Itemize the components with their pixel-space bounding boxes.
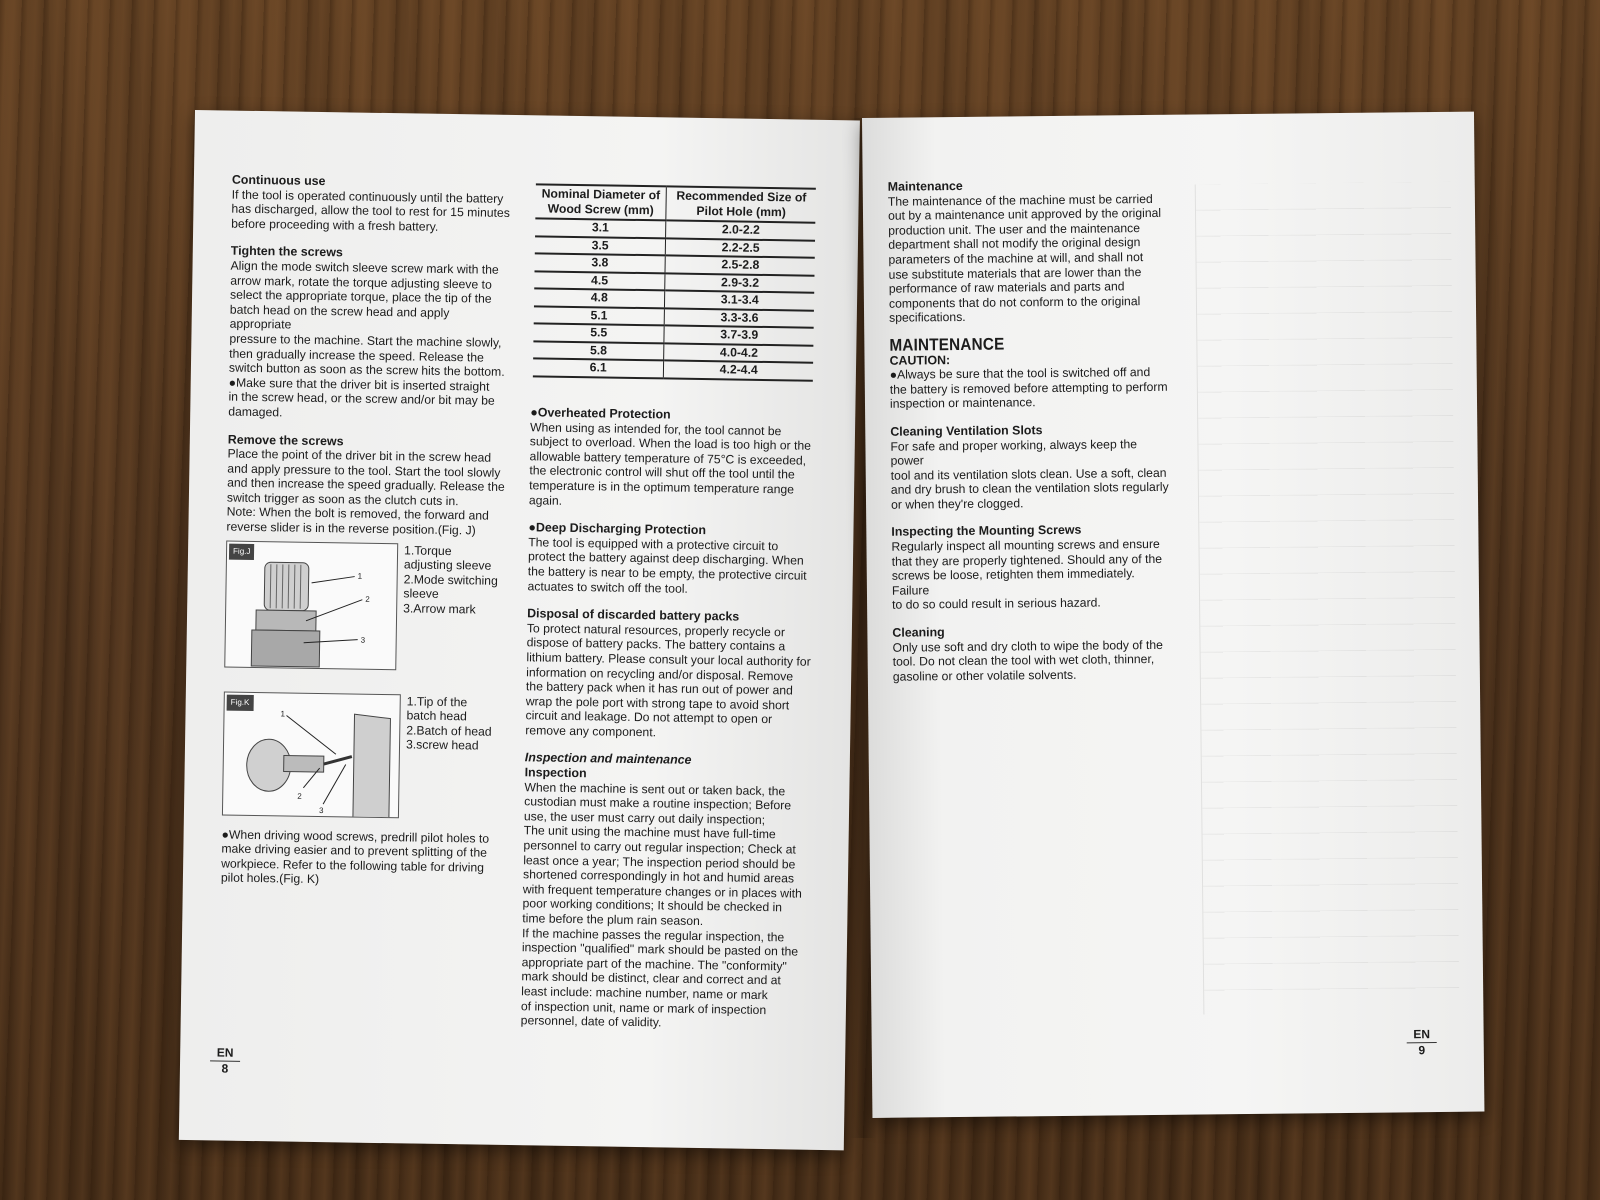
text-line: temperature is in the optimum temperature range [529, 478, 795, 497]
text-line: the electronic control will shut off the tool until the [529, 463, 795, 482]
cell-diameter: 3.8 [535, 253, 666, 273]
heading-caution: CAUTION: [889, 352, 951, 368]
text-line: Place the point of the driver bit in the screw head [227, 446, 492, 465]
text-line: use substitute materials that are lower than the [888, 264, 1142, 282]
page-right [862, 112, 1484, 1118]
text-line: and then increase the speed gradually. Release the [227, 475, 505, 495]
drill-chuck-illustration [225, 541, 397, 669]
cell-pilot: 2.0-2.2 [666, 220, 815, 240]
text-line: the battery is near to be empty, the protective circuit [527, 564, 807, 583]
text-line: tool and its ventilation slots clean. Use a soft, clean [890, 465, 1167, 483]
cell-pilot: 3.3-3.6 [665, 308, 814, 328]
text-line: workpiece. Refer to the following table for driving [221, 856, 485, 875]
text-line: or when they're clogged. [890, 496, 1024, 512]
legend-line: adjusting sleeve [403, 557, 492, 573]
show-through-table [1195, 182, 1460, 1015]
text-line: specifications. [889, 310, 966, 326]
text-line: batch head on the screw head and apply appropriate [229, 302, 450, 332]
text-line: inspection "qualified" mark should be pasted on the [521, 940, 799, 959]
text-line: gasoline or other volatile solvents. [892, 667, 1077, 684]
text-line: performance of raw materials and parts and [888, 279, 1125, 296]
table-header-diameter: Nominal Diameter of Wood Screw (mm) [535, 184, 666, 220]
text-line: that they are properly tightened. Should any of the [891, 551, 1163, 569]
text-line: circuit and leakage. Do not attempt to open or [525, 708, 773, 727]
text-line: switch button as soon as the screw hits the bottom. [228, 360, 505, 380]
cell-diameter: 5.1 [534, 306, 665, 326]
table-row [533, 358, 813, 380]
text-line: then gradually increase the speed. Release the [229, 346, 485, 365]
figure-j [224, 540, 398, 670]
text-line: and apply pressure to the tool. Start the tool slowly [227, 461, 501, 480]
legend-line: batch head [406, 708, 467, 724]
table-header-row [535, 184, 815, 222]
text-line: personnel to carry out regular inspection; Check at [523, 838, 796, 857]
section-deep-discharging [527, 520, 813, 597]
page-number: 9 [1418, 1043, 1426, 1058]
figure-k-tag: Fig.K [227, 694, 254, 711]
cell-diameter: 3.5 [535, 236, 666, 256]
cell-pilot: 3.7-3.9 [664, 325, 813, 345]
cell-pilot: 4.0-4.2 [664, 343, 813, 363]
heading-overheated: ●Overheated Protection [530, 405, 671, 422]
section-disposal [525, 606, 812, 742]
section-overheated [529, 405, 816, 512]
text-line: When using as intended for, the tool cannot be [529, 419, 782, 438]
text-line: Note: When the bolt is removed, the forward and [226, 505, 489, 524]
cell-pilot: 4.2-4.4 [664, 360, 813, 380]
pilot-hole-table [533, 183, 816, 381]
text-line: appropriate part of the machine. The "conformity" [521, 955, 787, 974]
text-line: If the machine passes the regular inspection, the [522, 925, 785, 944]
text-line: to do so could result in serious hazard. [892, 595, 1101, 613]
heading-ventilation: Cleaning Ventilation Slots [890, 423, 1043, 439]
legend-line: 1.Torque [404, 542, 452, 558]
heading-disposal: Disposal of discarded battery packs [527, 606, 740, 624]
legend-line: 1.Tip of the [406, 694, 468, 710]
text-line: Regularly inspect all mounting screws and ensure [891, 536, 1160, 554]
section-mounting-screws [891, 522, 1172, 612]
text-line: ●Make sure that the driver bit is inserted straight [228, 375, 490, 394]
cell-diameter: 5.5 [533, 323, 664, 343]
legend-line: 3.screw head [405, 737, 479, 753]
text-line: out by a maintenance unit approved by the original [887, 206, 1162, 223]
callout-3: 3 [318, 805, 324, 815]
figure-j-tag: Fig.J [229, 543, 255, 560]
cell-diameter: 4.5 [534, 271, 665, 291]
callout-1: 1 [357, 571, 363, 581]
cell-pilot: 3.1-3.4 [665, 290, 814, 310]
section-pilot-note [221, 827, 502, 890]
text-line: damaged. [228, 404, 283, 420]
heading-inspection: Inspection [524, 765, 587, 781]
text-line: screws be loose, retighten them immediately. Failure [891, 566, 1135, 598]
text-line: select the appropriate torque, place the tip of the [229, 287, 492, 306]
text-line: components that do not conform to the original [888, 293, 1141, 311]
language-label: EN [1407, 1027, 1437, 1043]
right-column [888, 177, 1173, 697]
text-line: time before the plum rain season. [522, 911, 704, 929]
text-line: mark should be distinct, clear and correct and at [521, 969, 781, 988]
heading-maintenance-main: MAINTENANCE [889, 334, 1005, 355]
heading-deep-discharging: ●Deep Discharging Protection [528, 520, 707, 538]
text-line: actuates to switch off the tool. [527, 578, 689, 596]
cell-diameter: 4.8 [534, 288, 665, 308]
text-line: again. [528, 492, 563, 508]
legend-line: 2.Mode switching [403, 572, 498, 588]
text-line: If the tool is operated continuously until the battery [231, 187, 504, 206]
text-line: with frequent temperature changes or in places with [522, 882, 803, 901]
callout-2: 2 [297, 791, 302, 801]
text-line: pilot holes.(Fig. K) [220, 870, 320, 887]
section-cleaning [892, 623, 1173, 684]
heading-remove-screws: Remove the screws [227, 432, 344, 448]
text-line: The unit using the machine must have full-time [523, 823, 776, 842]
section-ventilation [890, 422, 1171, 512]
heading-mounting-screws: Inspecting the Mounting Screws [891, 523, 1082, 540]
text-line: the battery is removed before attempting to perform [889, 379, 1168, 397]
text-line: information on recycling and/or disposal. Remove [526, 664, 794, 683]
text-line: The maintenance of the machine must be carried [887, 191, 1153, 209]
callout-3: 3 [360, 635, 366, 645]
text-line: Only use soft and dry cloth to wipe the body of the [892, 637, 1163, 655]
figure-j-legend [403, 543, 504, 618]
text-line: arrow mark, rotate the torque adjusting sleeve to [230, 273, 492, 292]
text-line: ●Always be sure that the tool is switched off and [889, 365, 1151, 382]
heading-continuous-use: Continuous use [231, 172, 326, 189]
text-line: has discharged, allow the tool to rest for 15 minutes [231, 201, 510, 221]
text-line: inspection or maintenance. [889, 395, 1036, 412]
text-line: protect the battery against deep discharging. When [527, 549, 804, 568]
left-column-2 [520, 405, 815, 1045]
text-line: least once a year; The inspection period should be [523, 852, 796, 872]
section-inspection [521, 751, 810, 1033]
page-left [179, 110, 860, 1150]
figure-k-legend [406, 694, 504, 754]
text-line: before proceeding with a fresh battery. [231, 216, 439, 234]
text-line: To protect natural resources, properly recycle or [526, 620, 786, 640]
heading-tighten-screws: Tighten the screws [230, 243, 343, 260]
text-line: and dry brush to clean the ventilation slots regularly [890, 480, 1169, 497]
text-line: use, the user must carry out daily inspection; [523, 809, 766, 827]
page-number: 8 [221, 1061, 229, 1076]
section-caution [889, 350, 1170, 411]
legend-line: sleeve [403, 586, 439, 602]
text-line: For safe and proper working, always keep the power [890, 436, 1138, 468]
page-number-right [1407, 1027, 1437, 1058]
figure-k [222, 691, 401, 818]
section-tighten-screws [228, 244, 511, 424]
text-line: reverse slider is in the reverse position.(Fig. J) [226, 519, 476, 538]
page-number-left [210, 1045, 240, 1076]
left-column-1 [221, 173, 512, 903]
text-line: switch trigger as soon as the clutch cuts in. [226, 490, 459, 509]
callout-2: 2 [365, 594, 370, 604]
text-line: subject to overload. When the load is too high or the [529, 434, 812, 453]
text-line: custodian must make a routine inspection; Before [524, 794, 792, 813]
text-line: parameters of the machine at will, and shall not [888, 250, 1144, 267]
cell-diameter: 5.8 [533, 341, 664, 361]
text-line: allowable battery temperature of 75°C is exceeded, [529, 449, 807, 468]
figure-j-row [224, 540, 506, 671]
callout-1: 1 [280, 709, 286, 719]
text-line: ●When driving wood screws, predrill pilot holes to [221, 827, 490, 846]
text-line: remove any component. [525, 723, 657, 740]
text-line: of inspection unit, name or mark of inspection [520, 998, 767, 1017]
text-line: shortened correspondingly in hot and humid areas [522, 867, 795, 886]
text-line: production unit. The user and the maintenance [888, 220, 1141, 238]
text-line: wrap the pole port with strong tape to avoid short [525, 693, 790, 713]
text-line: tool. Do not clean the tool with wet cloth, thinner, [892, 652, 1155, 669]
text-line: the battery pack when it has run out of power and [525, 679, 794, 698]
text-line: department shall not modify the original design [888, 235, 1141, 253]
cell-diameter: 3.1 [535, 218, 666, 238]
text-line: The tool is equipped with a protective circuit to [528, 535, 779, 553]
section-continuous-use [231, 173, 512, 236]
text-line: When the machine is sent out or taken back, the [524, 779, 786, 799]
section-maintenance-intro [888, 177, 1170, 326]
text-line: Align the mode switch sleeve screw mark with the [230, 258, 499, 277]
text-line: in the screw head, or the screw and/or bit may be [228, 389, 495, 409]
text-line: poor working conditions; It should be checked in [522, 896, 783, 915]
text-line: pressure to the machine. Start the machine slowly, [229, 331, 502, 350]
text-line: personnel, date of validity. [520, 1013, 662, 1030]
cell-diameter: 6.1 [533, 358, 664, 378]
cell-pilot: 2.9-3.2 [665, 273, 814, 293]
heading-inspection-maintenance: Inspection and maintenance [524, 750, 692, 768]
cell-pilot: 2.5-2.8 [665, 255, 814, 275]
cell-pilot: 2.2-2.5 [666, 238, 815, 258]
section-remove-screws [226, 432, 508, 539]
text-line: dispose of battery packs. The battery contains a [526, 635, 786, 654]
figure-k-row [222, 691, 504, 819]
language-label: EN [210, 1045, 240, 1061]
table-header-pilot-hole: Recommended Size of Pilot Hole (mm) [666, 186, 816, 222]
text-line: lithium battery. Please consult your local authority for [526, 650, 811, 669]
legend-line: 3.Arrow mark [403, 601, 476, 617]
legend-line: 2.Batch of head [406, 723, 492, 739]
text-line: least include: machine number, name or mark [521, 984, 768, 1003]
heading-cleaning: Cleaning [892, 625, 945, 640]
text-line: make driving easier and to prevent splitting of the [221, 841, 488, 860]
heading-maintenance: Maintenance [887, 178, 963, 194]
